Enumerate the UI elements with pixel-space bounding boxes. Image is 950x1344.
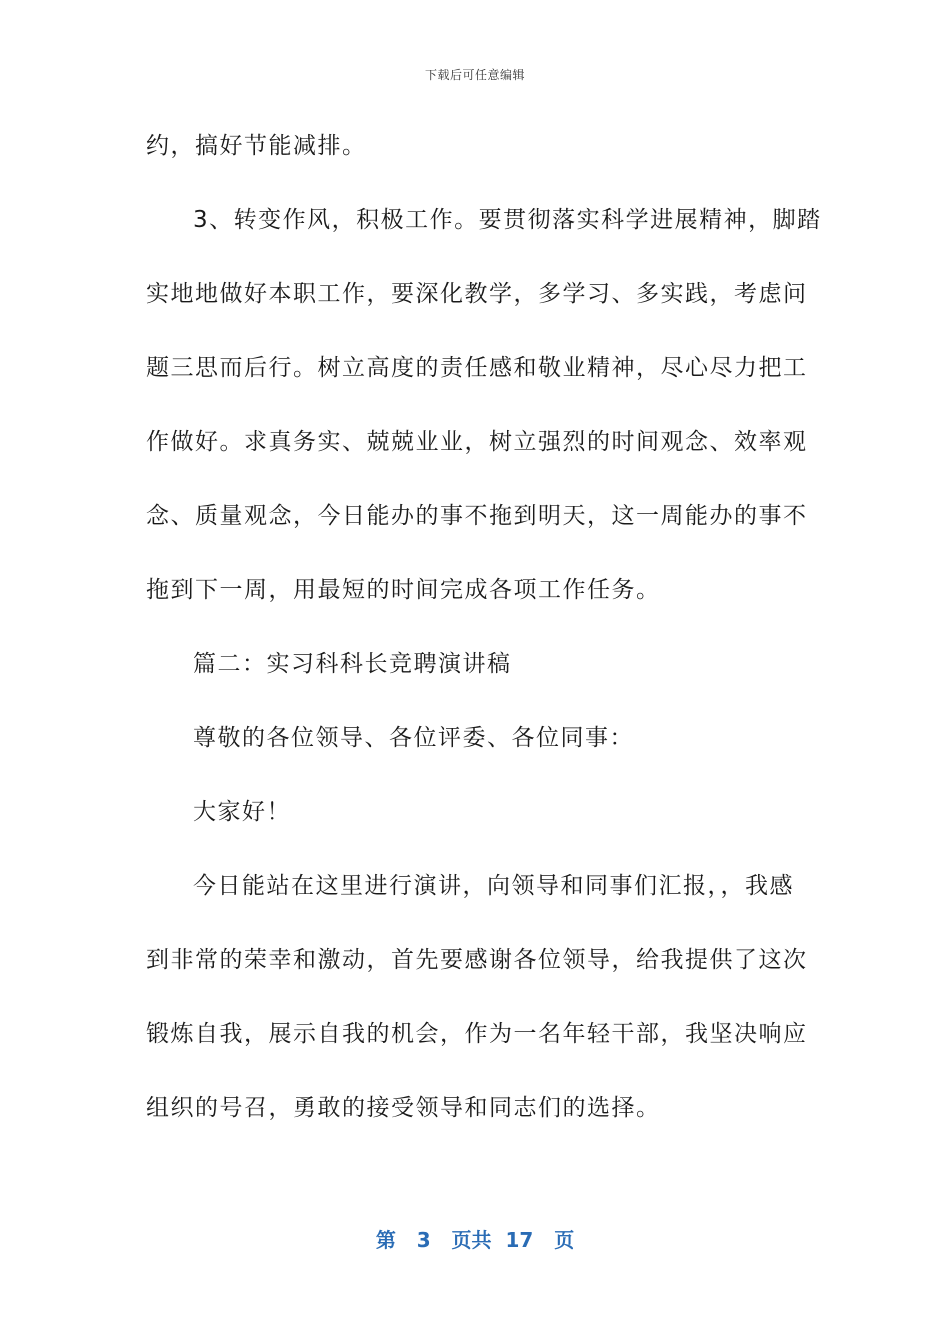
page-footer [0,1224,950,1253]
text-line: 题三思而后行。树立高度的责任感和敬业精神，尽心尽力把工 [146,355,808,381]
section-heading: 篇二：实习科科长竞聘演讲稿 [193,651,512,677]
footer-middle: 页共 [451,1228,492,1252]
text-line: 今日能站在这里进行演讲，向领导和同事们汇报，，我感 [193,873,794,899]
text-line: 约，搞好节能减排。 [146,133,367,159]
text-line: 锻炼自我，展示自我的机会，作为一名年轻干部，我坚决响应 [146,1021,808,1047]
page-number: 3 [416,1228,431,1252]
text-line: 3、转变作风，积极工作。要贯彻落实科学进展精神，脚踏 [193,207,822,233]
salutation: 尊敬的各位领导、各位评委、各位同事： [193,725,634,751]
text-line: 到非常的荣幸和激动，首先要感谢各位领导，给我提供了这次 [146,947,808,973]
text-line: 组织的号召，勇敢的接受领导和同志们的选择。 [146,1095,661,1121]
text-line: 拖到下一周，用最短的时间完成各项工作任务。 [146,577,661,603]
footer-suffix: 页 [554,1228,575,1252]
page-header: 下载后可任意编辑 [424,68,525,82]
text-line: 实地地做好本职工作，要深化教学，多学习、多实践，考虑问 [146,281,808,307]
text-line: 念、质量观念，今日能办的事不拖到明天，这一周能办的事不 [146,503,808,529]
page-total: 17 [505,1228,534,1252]
text-line: 作做好。求真务实、兢兢业业，树立强烈的时间观念、效率观 [146,429,808,455]
document-body [146,126,822,1162]
greeting: 大家好！ [193,799,291,825]
footer-prefix: 第 [375,1228,396,1252]
